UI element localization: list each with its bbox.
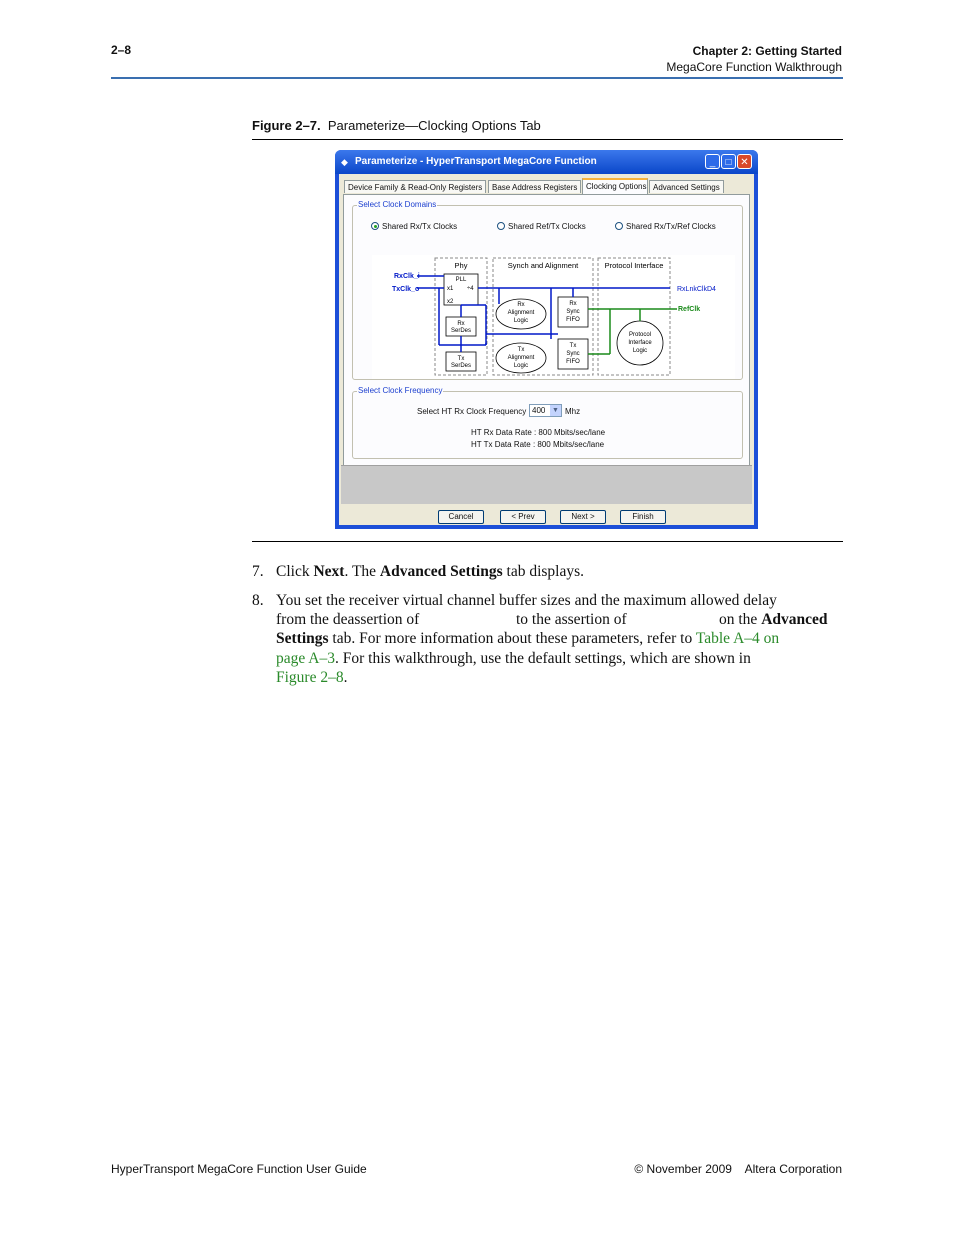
radio-shared-ref-tx[interactable]: [497, 222, 586, 232]
status-area: [341, 465, 752, 504]
parameterize-window: [335, 150, 758, 529]
radio-shared-rx-tx[interactable]: [371, 222, 457, 232]
sync-label: Synch and Alignment: [507, 261, 579, 270]
figure-rule-bottom: [252, 541, 843, 542]
radio-icon: [497, 222, 505, 230]
maximize-icon: □: [725, 157, 732, 168]
prev-button[interactable]: < Prev: [500, 510, 546, 524]
pll-d4: ÷4: [467, 286, 474, 292]
step-8-line5: [276, 668, 842, 688]
protocol-l2: Interface: [628, 340, 652, 346]
dialog-client: [339, 174, 754, 525]
text-run: Click: [276, 563, 314, 580]
pll-x1: x1: [447, 286, 454, 292]
rx-serdes-l1: Rx: [457, 321, 465, 327]
tx-align-l1: Tx: [517, 347, 525, 353]
text-run: on the: [719, 611, 762, 628]
bold-run: Advanced Settings: [379, 563, 503, 580]
rx-align-l2: Alignment: [507, 310, 535, 316]
section-title: MegaCore Function Walkthrough: [666, 60, 842, 74]
bold-run: Settings: [276, 630, 329, 647]
radio-shared-rx-tx-ref[interactable]: [615, 222, 716, 232]
text-run: tab. For more information about these parameters, refer to: [328, 630, 696, 647]
clock-domains-legend: Select Clock Domains: [358, 200, 437, 209]
rxlnkclk-label: RxLnkClkD4: [677, 286, 716, 293]
pll-label: PLL: [455, 277, 467, 283]
rx-align-l1: Rx: [517, 302, 525, 308]
figure-caption: [252, 118, 541, 133]
frequency-unit: Mhz: [565, 407, 581, 416]
step-8-number: 8.: [252, 592, 264, 609]
radio-selected-icon: [371, 222, 379, 230]
rx-serdes-l2: SerDes: [450, 328, 472, 334]
tab-clocking-options[interactable]: Clocking Options: [582, 178, 648, 194]
step-7-text: [276, 562, 842, 582]
rx-fifo-l3: FIFO: [566, 317, 580, 323]
close-button[interactable]: [737, 154, 752, 169]
text-run: tab displays.: [502, 563, 585, 580]
tx-fifo-l3: FIFO: [566, 359, 580, 365]
clock-diagram: [372, 255, 735, 379]
text-run: . The: [344, 563, 380, 580]
rx-align-l3: Logic: [513, 318, 529, 324]
close-icon: ✕: [740, 157, 749, 168]
bold-run: Next: [313, 563, 345, 580]
radio-label: Shared Ref/Tx Clocks: [508, 222, 586, 231]
rx-data-rate: HT Rx Data Rate : 800 Mbits/sec/lane: [471, 428, 606, 437]
protocol-l1: Protocol: [628, 332, 652, 338]
footer-guide-title: HyperTransport MegaCore Function User Guide: [111, 1162, 367, 1176]
rx-fifo-l2: Sync: [566, 309, 580, 315]
figure-label: Figure 2–7.: [252, 118, 321, 133]
step-8-line1: You set the receiver virtual channel buffer sizes and the maximum allowed delay: [276, 592, 777, 609]
phy-label: Phy: [454, 261, 468, 270]
radio-icon: [615, 222, 623, 230]
minimize-button[interactable]: [705, 154, 720, 169]
window-title: Parameterize - HyperTransport MegaCore Function: [355, 156, 597, 167]
txclk-label: TxClk_o: [392, 286, 420, 293]
tx-serdes-l1: Tx: [457, 356, 465, 362]
step-7-number: 7.: [252, 563, 264, 580]
rx-fifo-l1: Rx: [569, 301, 577, 307]
figure-2-8-link[interactable]: Figure 2–8: [276, 669, 344, 686]
clock-frequency-group: [352, 386, 743, 459]
tx-fifo-l2: Sync: [566, 351, 580, 357]
finish-button[interactable]: Finish: [620, 510, 666, 524]
frequency-select[interactable]: [529, 404, 562, 417]
page-number: 2–8: [111, 43, 132, 57]
app-icon: ◆: [341, 157, 348, 167]
minimize-icon: _: [709, 157, 716, 168]
step-8-line2a: from the deassertion of: [276, 611, 420, 628]
frequency-value: 400: [532, 406, 546, 415]
step-8-line4: [276, 649, 842, 669]
tab-advanced-settings[interactable]: Advanced Settings: [649, 180, 724, 193]
clock-frequency-legend: Select Clock Frequency: [358, 386, 443, 395]
footer-copyright: © November 2009 Altera Corporation: [634, 1162, 842, 1176]
step-8-line2c: [719, 610, 828, 630]
tab-panel: [343, 194, 750, 466]
page-a3-link[interactable]: page A–3: [276, 650, 335, 667]
bold-run: Advanced: [761, 611, 828, 628]
next-button[interactable]: Next >: [560, 510, 606, 524]
header-rule: [111, 77, 843, 79]
rxclk-label: RxClk_i: [394, 273, 420, 280]
table-a4-link[interactable]: Table A–4 on: [695, 630, 780, 647]
running-header: [666, 43, 842, 75]
title-bar[interactable]: [335, 150, 758, 174]
tab-base-address[interactable]: Base Address Registers: [488, 180, 581, 193]
step-8-line2b: to the assertion of: [516, 611, 627, 628]
refclk-label: RefClk: [678, 306, 701, 313]
text-run: . For this walkthrough, use the default settings, which are shown in: [334, 650, 751, 667]
tx-serdes-l2: SerDes: [450, 363, 472, 369]
text-run: .: [343, 669, 348, 686]
radio-label: Shared Rx/Tx/Ref Clocks: [626, 222, 716, 231]
figure-rule-top: [252, 139, 843, 140]
step-8-line3: [276, 629, 842, 649]
figure-caption-text: Parameterize—Clocking Options Tab: [327, 118, 541, 133]
protocol-l3: Logic: [632, 348, 648, 354]
chevron-down-icon[interactable]: ▼: [550, 405, 561, 416]
radio-label: Shared Rx/Tx Clocks: [382, 222, 458, 231]
maximize-button[interactable]: [721, 154, 736, 169]
tab-device-family[interactable]: Device Family & Read-Only Registers: [344, 180, 486, 193]
cancel-button[interactable]: Cancel: [438, 510, 484, 524]
protocol-label: Protocol Interface: [604, 261, 664, 270]
tx-fifo-l1: Tx: [569, 343, 577, 349]
tx-align-l2: Alignment: [507, 355, 535, 361]
tx-data-rate: HT Tx Data Rate : 800 Mbits/sec/lane: [471, 440, 605, 449]
frequency-label: Select HT Rx Clock Frequency: [417, 407, 527, 416]
pll-x2: x2: [447, 299, 454, 305]
chapter-title: Chapter 2: Getting Started: [692, 44, 842, 58]
tx-align-l3: Logic: [513, 363, 529, 369]
